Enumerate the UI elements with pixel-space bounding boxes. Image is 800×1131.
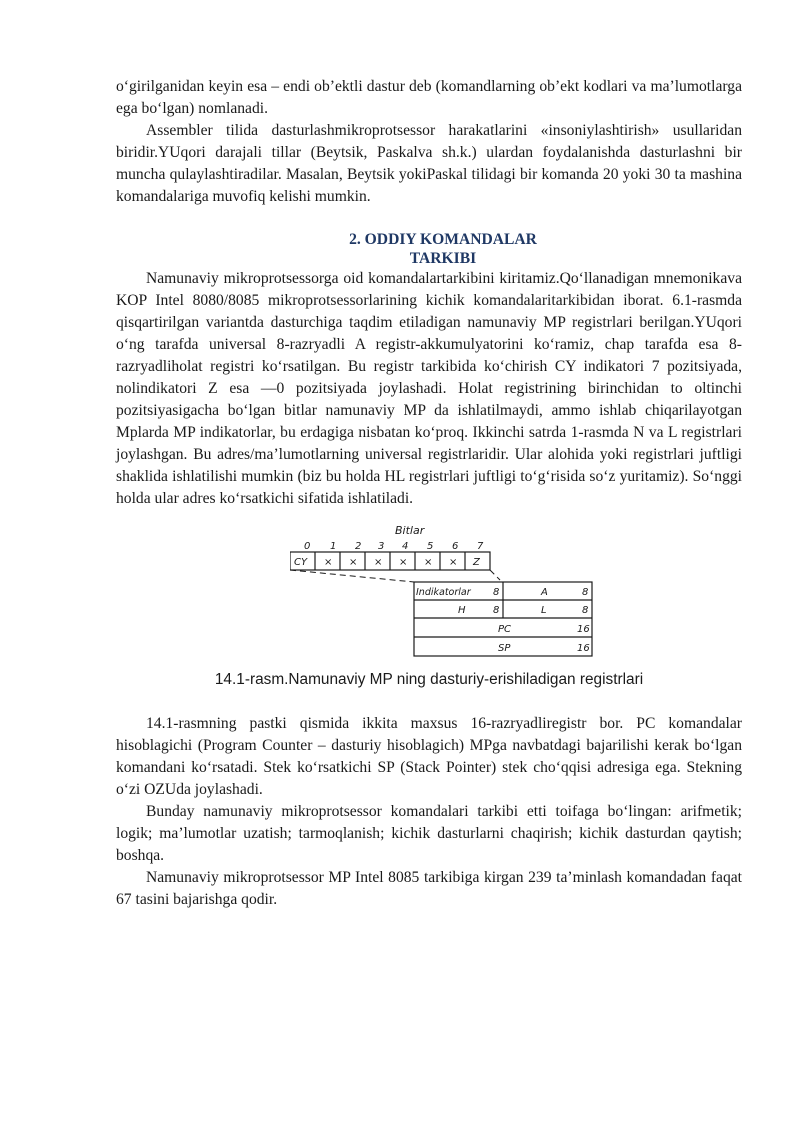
bit-number: 7 <box>477 541 484 552</box>
flag-cell: × <box>424 557 433 568</box>
bit-number: 2 <box>355 541 362 552</box>
register-width: 8 <box>493 605 500 616</box>
section-heading-line2: TARKIBI <box>409 250 477 267</box>
paragraph: Bunday namunaviy mikroprotsessor komandalari tarkibi etti toifaga bo‘lingan: arifmetik; logik; ma’lumotlar uzatish; tarmoqlanish; kichik dasturlarni chaqirish; kichik dasturdan qaytish; boshqa. <box>116 803 742 864</box>
bit-number: 1 <box>330 541 337 552</box>
register-width: 8 <box>582 605 589 616</box>
flag-cell: × <box>449 557 458 568</box>
figure-caption: 14.1-rasm.Namunaviy MP ning dasturiy-erishiladigan registrlari <box>214 671 644 688</box>
document-page <box>116 76 742 911</box>
flag-cell: Z <box>473 557 480 568</box>
section-heading: 2. ODDIY KOMANDALAR <box>349 231 537 248</box>
paragraph: 14.1-rasmning pastki qismida ikkita maxsus 16-razryadliregistr bor. PC komandalar hisoblagichi (Program Counter – dasturiy hisoblagich) MPga navbatdagi bajarilishi kerak bo‘lgan komandani ko‘rsatadi. Stek ko‘rsatkichi SP (Stack Pointer) stek cho‘qqisi adresiga ega. Stekning o‘zi OZUda joylashadi. <box>116 715 742 798</box>
register-label: A <box>541 587 548 598</box>
flag-cell: × <box>349 557 358 568</box>
bit-number: 5 <box>427 541 434 552</box>
bit-number: 3 <box>378 541 385 552</box>
register-diagram-svg <box>290 521 600 663</box>
register-diagram <box>116 521 742 663</box>
register-label: Indikatorlar <box>416 587 471 598</box>
register-width: 8 <box>493 587 500 598</box>
paragraph: Namunaviy mikroprotsessor MP Intel 8085 tarkibiga kirgan 239 ta’minlash komandadan faqat 67 tasini bajarishga qodir. <box>116 869 742 908</box>
flag-cell: × <box>324 557 333 568</box>
register-label: SP <box>498 643 511 654</box>
bit-number: 6 <box>452 541 459 552</box>
paragraph: Namunaviy mikroprotsessorga oid komandalartarkibini kiritamiz.Qo‘llanadigan mnemonikava KOP Intel 8080/8085 mikroprotsessorlarining kichik komandalaritarkibidan iborat. 6.1-rasmda qisqartirilgan variantda dasturchiga taqdim etiladigan namunaviy MP registrlari berilgan.YUqori o‘ng tarafda universal 8-razryadli A registr-akkumulyatorini ko‘ramiz, chap tarafda esa 8-razryadliholat registri ko‘rsatilgan. Bu registr tarkibida ko‘chirish CY indikatori 7 pozitsiyada, nolindikatori Z esa —0 pozitsiyada joylashadi. Holat registrining birinchidan to oltinchi pozitsiyasigacha bo‘lgan bitlar namunaviy MP da ishlatilmaydi, ammo ishlab chiqarilayotgan Mplarda MP indikatorlar, bu erdagiga nisbatan ko‘proq. Ikkinchi satrda 1-rasmda N va L registrlari joylashgan. Bu adres/ma’lumotlarning universal registrlaridir. Ular alohida yoki registrlari juftligi shaklida ishlatilishi mumkin (biz bu holda HL registrlari juftligi to‘g‘risida so‘z yuritamiz). So‘nggi holda ular adres ko‘rsatkichi sifatida ishlatiladi. <box>116 270 742 507</box>
register-width: 8 <box>582 587 589 598</box>
register-label: PC <box>498 624 512 635</box>
bit-number: 0 <box>304 541 311 552</box>
bit-number: 4 <box>402 541 409 552</box>
flag-cell: × <box>399 557 408 568</box>
register-label: L <box>541 605 547 616</box>
register-width: 16 <box>577 643 590 654</box>
paragraph: o‘girilganidan keyin esa – endi ob’ektli dastur deb (komandlarning ob’ekt kodlari va ma’lumotlarga ega bo‘lgan) nomlanadi. <box>116 78 742 117</box>
paragraph: Assembler tilida dasturlashmikroprotsessor harakatlarini «insoniylashtirish» usullaridan biridir.YUqori darajali tillar (Beytsik, Paskalva sh.k.) ulardan foydalanishda dasturlashni bir muncha qulaylashtiradilar. Masalan, Beytsik yokiPaskal tilidagi bir komanda 20 yoki 30 ta mashina komandalariga muvofiq kelishi mumkin. <box>116 122 742 205</box>
flag-cell: × <box>374 557 383 568</box>
diagram-title: Bitlar <box>395 524 425 537</box>
register-label: H <box>458 605 466 616</box>
register-width: 16 <box>577 624 590 635</box>
flag-cell: CY <box>294 557 308 568</box>
